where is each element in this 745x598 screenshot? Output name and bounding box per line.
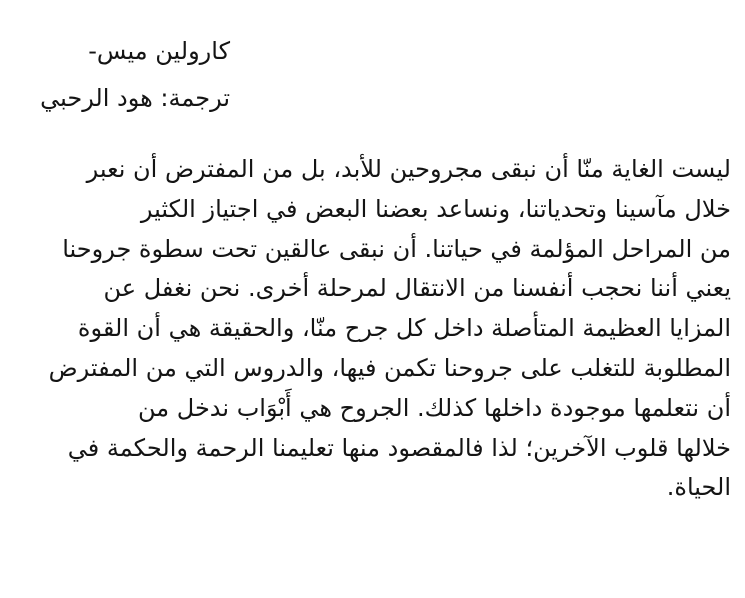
quote-line: أن نتعلمها موجودة داخلها كذلك. الجروح هي أَبْوَاب ندخل من	[138, 393, 731, 422]
quote-line: المطلوبة للتغلب على جروحنا تكمن فيها، والدروس التي من المفترض	[48, 353, 731, 382]
quote-line: الحياة.	[666, 473, 731, 502]
quote-line: خلالها قلوب الآخرين؛ لذا فالمقصود منها تعليمنا الرحمة والحكمة في	[67, 433, 731, 462]
attribution-block	[0, 28, 230, 122]
translator-line: ترجمة: هود الرحبي	[40, 84, 230, 112]
quote-body	[17, 150, 731, 508]
quote-line: المزايا العظيمة المتأصلة داخل كل جرح منّا، والحقيقة هي أن القوة	[77, 314, 731, 343]
quote-line: من المراحل المؤلمة في حياتنا. أن نبقى عالقين تحت سطوة جروحنا	[62, 234, 731, 263]
quote-line: ليست الغاية منّا أن نبقى مجروحين للأبد، بل من المفترض أن نعبر	[86, 155, 731, 183]
quote-line: يعني أننا نحجب أنفسنا من الانتقال لمرحلة أخرى. نحن نغفل عن	[103, 274, 731, 303]
quote-line: خلال مآسينا وتحدياتنا، ونساعد بعضنا البعض في اجتياز الكثير	[140, 194, 731, 223]
author-line: كارولين ميس-	[88, 37, 230, 65]
